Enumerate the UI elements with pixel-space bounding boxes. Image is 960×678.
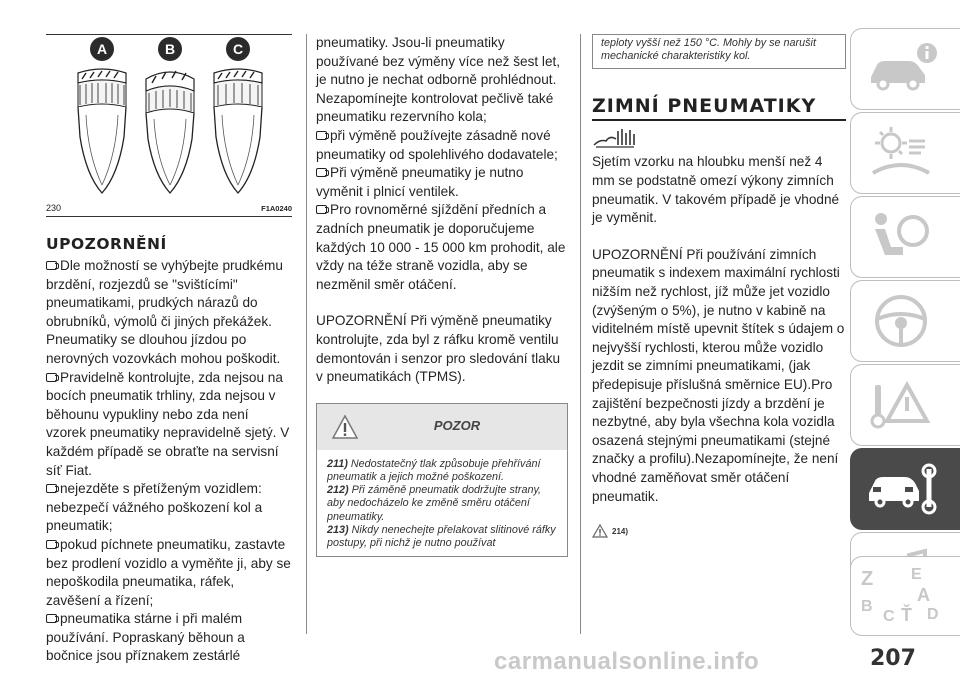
caution-body	[317, 450, 567, 556]
bullet-icon	[316, 205, 327, 214]
caution-item: 212) Při záměně pneumatik dodržujte strany, aby nedocházelo ke změně směru otáčení pneumatiky.	[327, 484, 542, 523]
car-info-icon	[863, 39, 943, 99]
paragraph: Pro rovnoměrné sjíždění předních a zadních pneumatik je doporučujeme každých 10 000 - 15 000 km prohodit, ale vždy na téže straně vozidla, aby se nezměnil směr otáčení.	[316, 202, 566, 292]
paragraph: nejezděte s přetíženým vozidlem: nebezpečí vážného poškození kol a pneumatik;	[46, 481, 263, 534]
sidebar-tab-maintenance[interactable]	[850, 448, 960, 530]
tpms-note: UPOZORNĚNÍ Při výměně pneumatiky kontrolujte, zda byl z ráfku kromě ventilu demontován i senzor pro sledování tlaku v pneumatikách (TPMS).	[316, 313, 561, 385]
caution-box	[316, 403, 568, 557]
sidebar-tab-safety[interactable]	[850, 196, 960, 278]
right-column	[592, 34, 846, 538]
warning-triangle-key-icon	[863, 375, 943, 435]
svg-text:C: C	[883, 608, 895, 625]
paragraph: při výměně používejte zásadně nové pneumatiky od spolehlivého dodavatele;	[316, 127, 558, 162]
caution-item: 213) Nikdy nenechejte přelakovat slitinové ráfky postupy, při nichž je nutno používat	[327, 523, 556, 549]
left-column	[46, 34, 292, 666]
airbag-seat-icon	[863, 207, 943, 267]
bullet-icon	[46, 614, 57, 623]
winter-tires-heading: ZIMNÍ PNEUMATIKY	[592, 95, 817, 118]
middle-column	[316, 34, 568, 557]
watermark: carmanualsonline.info	[494, 648, 760, 675]
warning-triangle-icon	[592, 524, 608, 538]
bullet-icon	[316, 168, 327, 177]
tire-a-icon	[78, 69, 126, 193]
paragraph: Pravidelně kontrolujte, zda nejsou na bocích pneumatik trhliny, zda nejsou v běhounu vypukliny nebo zda není vzorek pneumatiky nepravidelně sjetý. V každém případě se obraťte na servisní síť Fiat.	[46, 369, 290, 478]
bullet-icon	[46, 540, 57, 549]
middle-text	[316, 34, 568, 387]
label-b: B	[164, 41, 176, 57]
paragraph: pokud píchnete pneumatiku, zastavte bez prodlení vozidlo a vyměňte ji, aby se nepoškodila pneumatika, ráfek, zavěšení a řízení;	[46, 536, 291, 608]
paragraph: Sjetím vzorku na hloubku menší než 4 mm se podstatně omezí výkony zimních pneumatik. V takovém případě je vhodné je vyměnit.	[592, 154, 840, 226]
caution-title: POZOR	[433, 417, 481, 433]
sidebar-tab-car-info[interactable]	[850, 28, 960, 110]
column-divider	[306, 34, 307, 634]
bullet-icon	[316, 131, 327, 140]
winter-tires-text	[592, 153, 846, 506]
svg-text:Z: Z	[861, 568, 874, 590]
paragraph: Při výměně pneumatiky je nutno vyměnit i plnicí ventilek.	[316, 165, 524, 199]
paragraph: pneumatika stárne i při malém používání. Popraskaný běhoun a bočnice jsou příznakem zestárlé	[46, 611, 245, 664]
heading-underline	[592, 119, 846, 121]
page-number: 207	[870, 646, 916, 671]
figure-number: 230	[46, 203, 62, 213]
svg-text:Ť: Ť	[901, 605, 912, 625]
bullet-icon	[46, 373, 57, 382]
sidebar-tab-index[interactable]	[850, 556, 960, 636]
svg-text:B: B	[861, 598, 873, 615]
caution-header	[317, 404, 567, 450]
paragraph: Dle možností se vyhýbejte prudkému brzdění, rozjezdů se "svištícími" pneumatikami, prudkých nárazů do obrubníků, výmolů či jiných překážek. Pneumatiky se dlouhou jízdou po nerovných vozovkách mohou poškodit.	[46, 258, 283, 366]
tire-c-icon	[214, 69, 262, 193]
column-divider	[580, 34, 581, 634]
paragraph: pneumatiky. Jsou-li pneumatiky používané bez výměny více než šest let, je nutno je nechat odborně prohlédnout.	[316, 35, 561, 88]
caution-continued: teploty vyšší než 150 °C. Mohly by se narušit mechanické charakteristiky kol.	[592, 34, 846, 69]
tire-wear-illustration	[46, 35, 292, 203]
tire-b-icon	[146, 71, 194, 193]
figure-code: F1A0240	[261, 204, 292, 213]
warning-text	[46, 257, 292, 666]
caution-item: 211) Nedostatečný tlak způsobuje přehřívání pneumatik a jejich možné poškození.	[327, 457, 541, 483]
steering-wheel-icon	[863, 291, 943, 351]
tire-wear-figure	[46, 34, 292, 215]
label-a: A	[96, 41, 108, 57]
snowy-road-icon	[592, 127, 636, 149]
sidebar-tab-emergency[interactable]	[850, 364, 960, 446]
figure-divider	[46, 216, 292, 217]
car-wrench-icon	[863, 459, 943, 519]
paragraph: Nezapomínejte kontrolovat pečlivě také pneumatiku rezervního kola;	[316, 90, 554, 125]
paragraph: UPOZORNĚNÍ Při používání zimních pneumatik s indexem maximální rychlosti nižším než rychlost, jíž může jet vozidlo (zvýšeným o 5%), je nutno v kabině na viditelném místě upevnit štítek s údajem o nejvyšší rychlosti, kterou může vozidlo jezdit se zimními pneumatikami, (jak předepisuje příslušná směrnice EU).Pro zajištění bezpečnosti jízdy a brzdění je nezbytné, aby byla všechna kola vozidla osazená stejnými pneumatikami (stejné značky a profilu).Nezapomínejte, že není vhodné zaměňovat směr otáčení pneumatik.	[592, 246, 845, 504]
label-c: C	[232, 41, 244, 57]
sidebar-tab-dashboard[interactable]	[850, 112, 960, 194]
caution-reference: 214)	[592, 524, 846, 538]
dashboard-lights-icon	[863, 123, 943, 183]
bullet-icon	[46, 261, 57, 270]
alphabetical-index-icon	[859, 563, 949, 629]
warning-heading: UPOZORNĚNÍ	[46, 235, 167, 253]
svg-text:E: E	[911, 566, 922, 583]
svg-text:D: D	[927, 606, 939, 623]
svg-text:A: A	[917, 585, 930, 605]
bullet-icon	[46, 484, 57, 493]
sidebar-tab-driving[interactable]	[850, 280, 960, 362]
